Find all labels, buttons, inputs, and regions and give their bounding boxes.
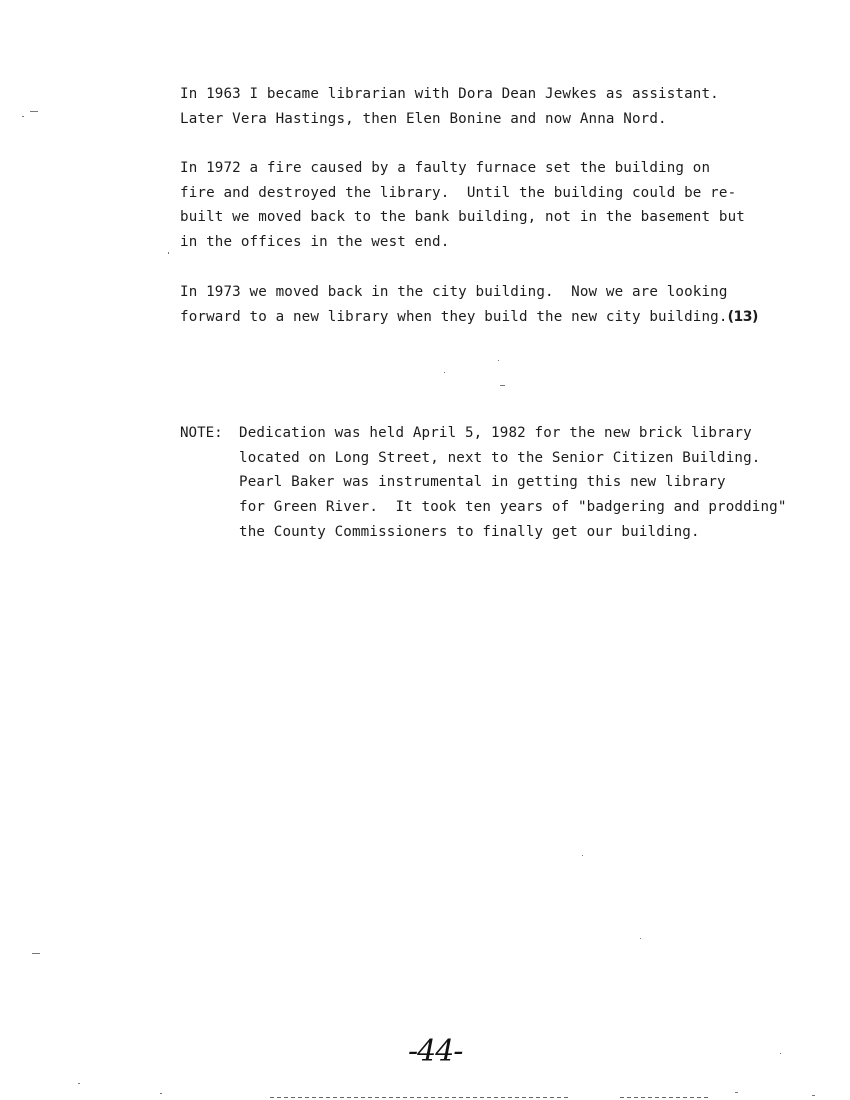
scan-speck — [444, 372, 445, 373]
paragraph-2-line-1: In 1972 a fire caused by a faulty furnace set the building on — [180, 160, 711, 176]
scan-speck — [30, 111, 38, 112]
paragraph-2-line-4: in the offices in the west end. — [180, 234, 450, 250]
paragraph-2-line-3: built we moved back to the bank building, not in the basement but — [180, 209, 745, 225]
scan-edge-line — [270, 1097, 570, 1098]
paragraph-3-line-2 — [180, 308, 758, 326]
scan-speck — [22, 116, 24, 117]
scan-speck — [582, 855, 583, 856]
scan-speck — [500, 385, 505, 386]
page-number: -44- — [408, 1034, 463, 1069]
paragraph-1-line-1: In 1963 I became librarian with Dora Dean Jewkes as assistant. — [180, 86, 719, 102]
scan-speck — [160, 1093, 162, 1094]
scan-speck — [78, 1083, 80, 1084]
footnote-reference: (13) — [727, 309, 758, 325]
note-line-2: located on Long Street, next to the Senior Citizen Building. — [239, 450, 761, 466]
note-line-1: Dedication was held April 5, 1982 for the new brick library — [239, 425, 752, 441]
paragraph-2-line-2: fire and destroyed the library. Until the building could be re- — [180, 185, 737, 201]
scan-speck — [780, 1053, 781, 1054]
note-line-5: the County Commissioners to finally get our building. — [239, 524, 700, 540]
note-label: NOTE: — [180, 425, 223, 441]
paragraph-1-line-2: Later Vera Hastings, then Elen Bonine and now Anna Nord. — [180, 111, 667, 127]
note-line-3: Pearl Baker was instrumental in getting this new library — [239, 474, 726, 490]
scan-speck — [32, 953, 40, 954]
paragraph-3-line-1: In 1973 we moved back in the city building. Now we are looking — [180, 284, 728, 300]
paragraph-3-line-2-text: forward to a new library when they build the new city building. — [180, 309, 728, 325]
note-line-4: for Green River. It took ten years of "badgering and prodding" — [239, 499, 787, 515]
scan-speck — [812, 1095, 815, 1096]
scan-speck — [640, 938, 641, 939]
scan-speck — [168, 252, 169, 254]
scan-speck — [498, 360, 499, 361]
scan-speck — [735, 1092, 738, 1093]
scan-edge-line — [620, 1097, 710, 1098]
